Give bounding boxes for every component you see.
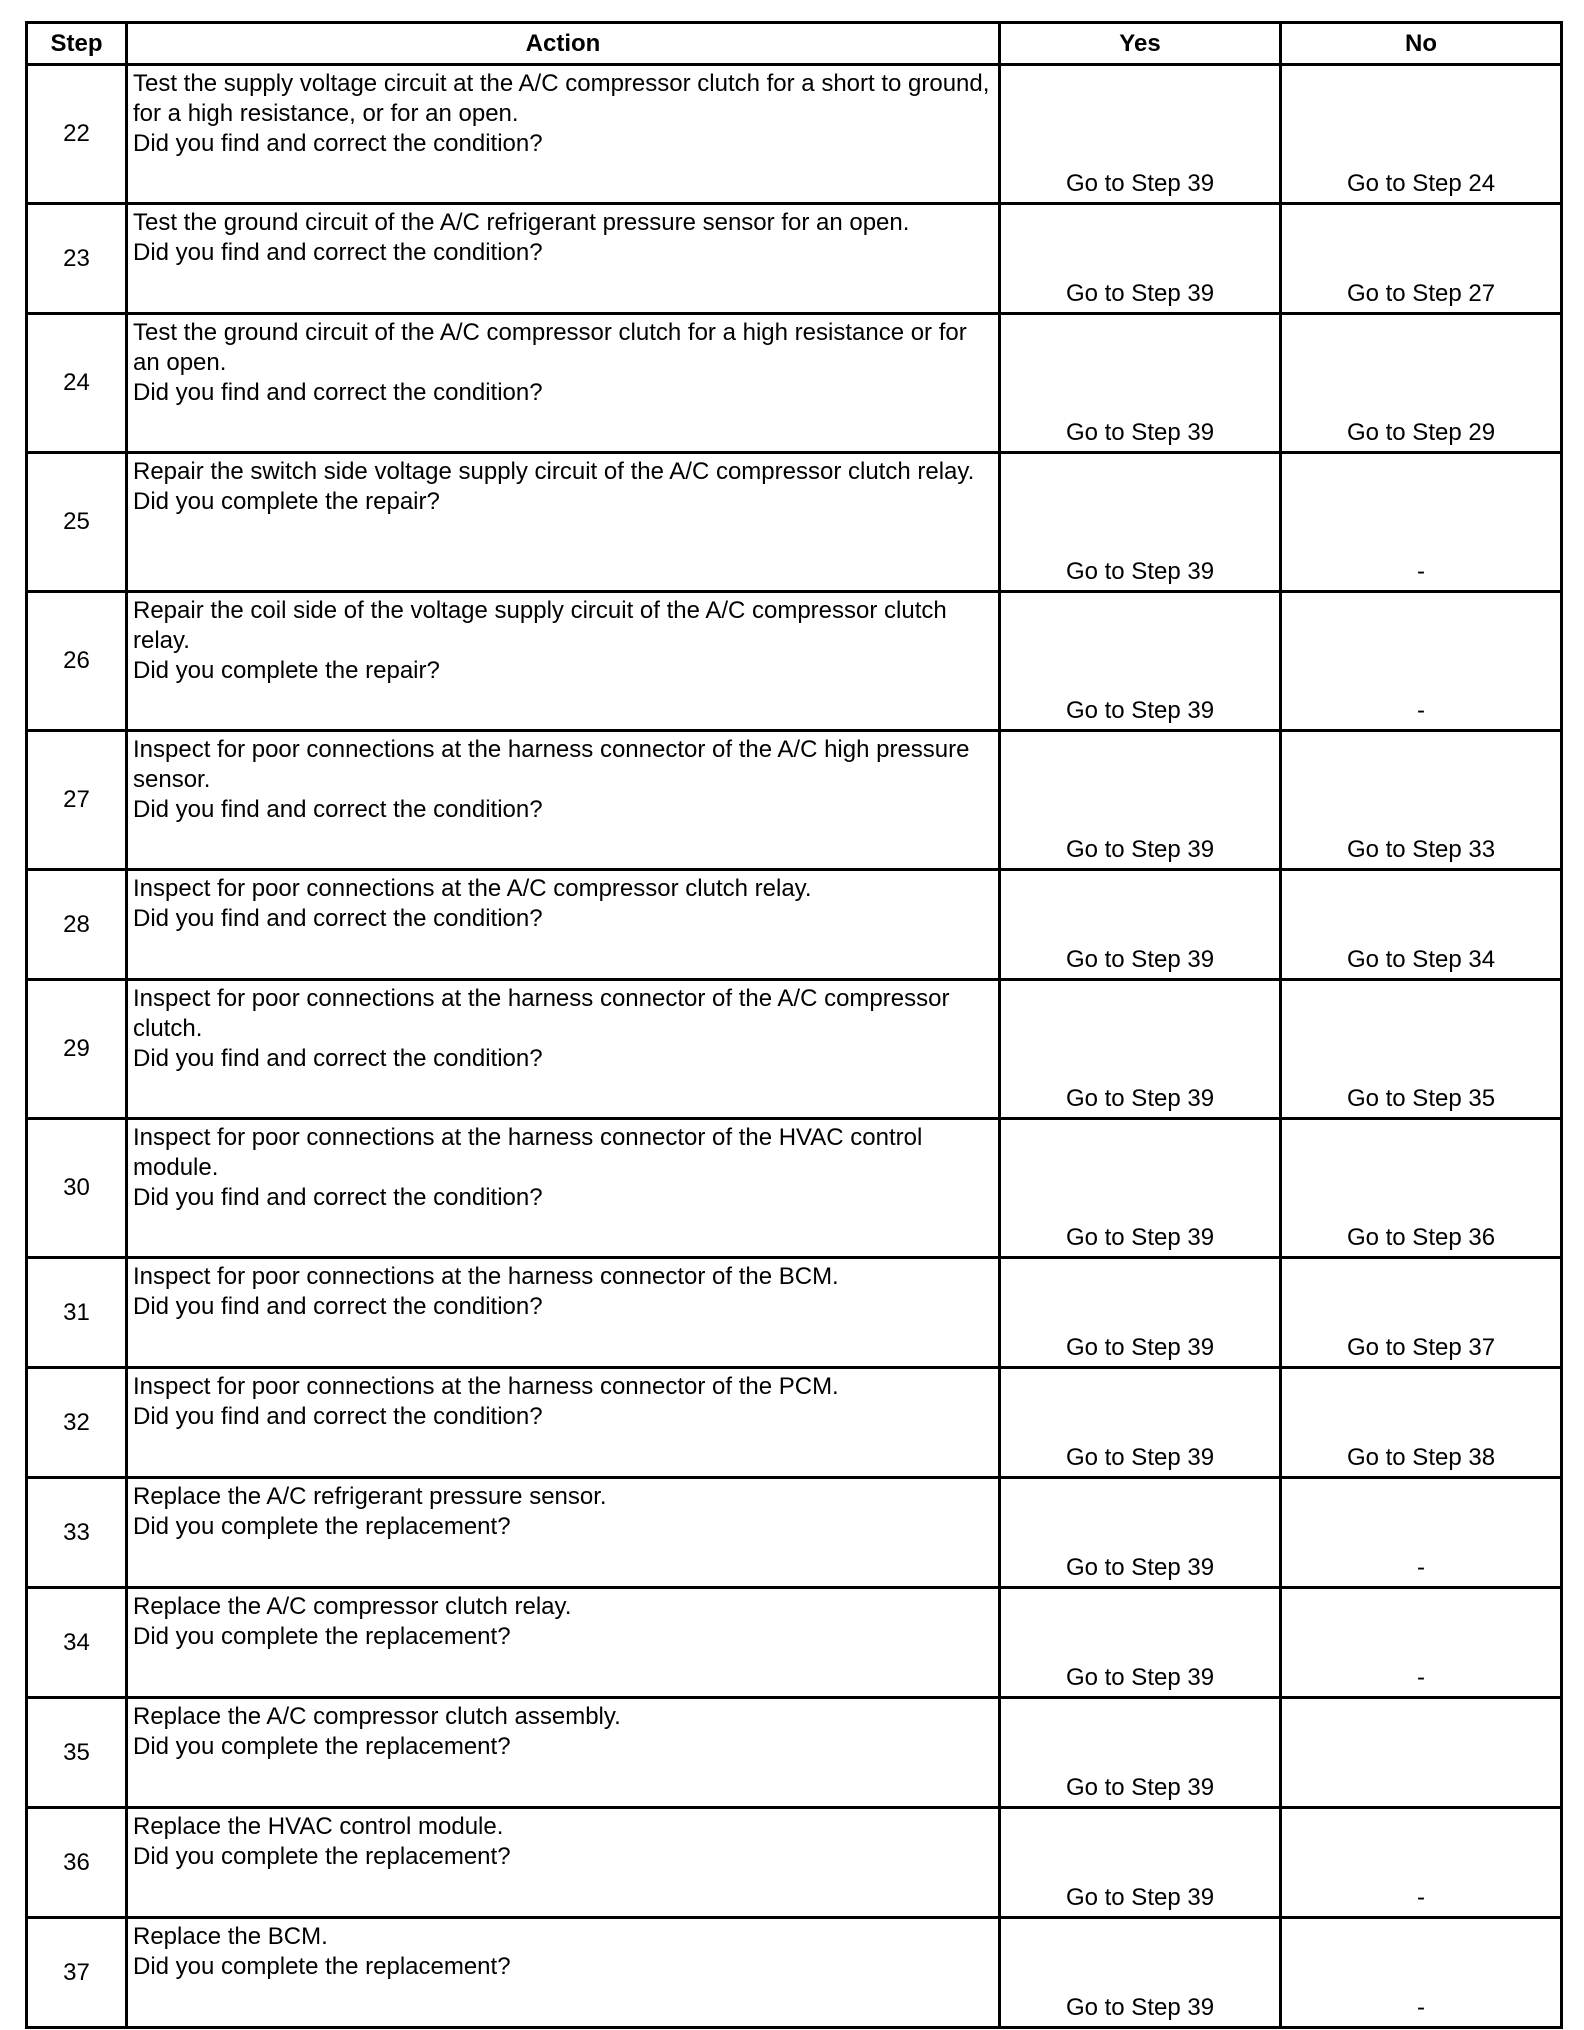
no-result: Go to Step 37 [1281,1258,1562,1368]
yes-result: Go to Step 39 [1000,1478,1281,1588]
action-cell [127,204,1000,314]
no-result: Go to Step 33 [1281,731,1562,870]
table-row [27,1368,1562,1478]
step-number: 33 [27,1478,127,1588]
yes-result: Go to Step 39 [1000,1918,1281,2028]
action-cell [127,1119,1000,1258]
action-cell [127,870,1000,980]
action-text: Replace the A/C compressor clutch relay. [133,1593,572,1620]
action-text: Inspect for poor connections at the harness connector of the A/C high pressure sensor. [133,736,970,793]
action-question: Did you complete the replacement? [133,1513,511,1540]
table-row [27,1918,1562,2028]
no-result: - [1281,1588,1562,1698]
action-cell [127,731,1000,870]
yes-result: Go to Step 39 [1000,980,1281,1119]
action-cell [127,980,1000,1119]
action-question: Did you complete the replacement? [133,1953,511,1980]
yes-result: Go to Step 39 [1000,314,1281,453]
table-row [27,1258,1562,1368]
table-row [27,980,1562,1119]
action-text: Replace the HVAC control module. [133,1813,504,1840]
yes-result: Go to Step 39 [1000,731,1281,870]
yes-result: Go to Step 39 [1000,870,1281,980]
action-question: Did you complete the replacement? [133,1623,511,1650]
no-result: Go to Step 36 [1281,1119,1562,1258]
table-row [27,592,1562,731]
table-row [27,1119,1562,1258]
header-no: No [1281,23,1562,65]
action-text: Replace the A/C compressor clutch assembly. [133,1703,621,1730]
yes-result: Go to Step 39 [1000,204,1281,314]
action-cell [127,592,1000,731]
no-result: Go to Step 24 [1281,65,1562,204]
step-number: 28 [27,870,127,980]
action-question: Did you find and correct the condition? [133,130,543,157]
yes-result: Go to Step 39 [1000,1808,1281,1918]
action-cell [127,1368,1000,1478]
action-question: Did you find and correct the condition? [133,1045,543,1072]
step-number: 36 [27,1808,127,1918]
action-question: Did you complete the replacement? [133,1733,511,1760]
action-question: Did you complete the repair? [133,488,440,515]
table-row [27,1588,1562,1698]
step-number: 35 [27,1698,127,1808]
action-question: Did you find and correct the condition? [133,796,543,823]
action-question: Did you find and correct the condition? [133,1293,543,1320]
yes-result: Go to Step 39 [1000,592,1281,731]
action-text: Repair the switch side voltage supply circuit of the A/C compressor clutch relay. [133,458,975,485]
action-cell [127,1588,1000,1698]
action-text: Inspect for poor connections at the harness connector of the HVAC control module. [133,1124,923,1181]
no-result: - [1281,1808,1562,1918]
no-result: - [1281,1918,1562,2028]
table-row [27,870,1562,980]
action-question: Did you find and correct the condition? [133,379,543,406]
table-row [27,1478,1562,1588]
header-yes: Yes [1000,23,1281,65]
table-row [27,453,1562,592]
action-text: Inspect for poor connections at the harness connector of the A/C compressor clutch. [133,985,950,1042]
action-cell [127,1808,1000,1918]
step-number: 22 [27,65,127,204]
action-cell [127,453,1000,592]
action-cell [127,1698,1000,1808]
no-result: - [1281,592,1562,731]
yes-result: Go to Step 39 [1000,65,1281,204]
yes-result: Go to Step 39 [1000,1119,1281,1258]
step-number: 37 [27,1918,127,2028]
action-cell [127,1258,1000,1368]
step-number: 24 [27,314,127,453]
action-question: Did you find and correct the condition? [133,239,543,266]
action-text: Inspect for poor connections at the harness connector of the BCM. [133,1263,839,1290]
step-number: 27 [27,731,127,870]
yes-result: Go to Step 39 [1000,1698,1281,1808]
table-row [27,65,1562,204]
step-number: 23 [27,204,127,314]
table-row [27,204,1562,314]
no-result: Go to Step 29 [1281,314,1562,453]
yes-result: Go to Step 39 [1000,453,1281,592]
action-text: Test the supply voltage circuit at the A/C compressor clutch for a short to ground, for a high resistance, or for an open. [133,70,990,127]
table-row [27,731,1562,870]
no-result: - [1281,1478,1562,1588]
action-cell [127,314,1000,453]
table-row [27,1808,1562,1918]
action-question: Did you find and correct the condition? [133,1184,543,1211]
no-result: Go to Step 35 [1281,980,1562,1119]
table-row [27,314,1562,453]
action-text: Test the ground circuit of the A/C refrigerant pressure sensor for an open. [133,209,910,236]
step-number: 34 [27,1588,127,1698]
step-number: 26 [27,592,127,731]
action-text: Replace the A/C refrigerant pressure sensor. [133,1483,607,1510]
no-result: Go to Step 34 [1281,870,1562,980]
no-result: Go to Step 38 [1281,1368,1562,1478]
action-question: Did you find and correct the condition? [133,905,543,932]
action-question: Did you complete the repair? [133,657,440,684]
step-number: 25 [27,453,127,592]
step-number: 32 [27,1368,127,1478]
step-number: 31 [27,1258,127,1368]
action-question: Did you complete the replacement? [133,1843,511,1870]
table-header-row [27,23,1562,65]
action-cell [127,1918,1000,2028]
action-text: Inspect for poor connections at the harness connector of the PCM. [133,1373,839,1400]
yes-result: Go to Step 39 [1000,1368,1281,1478]
diagnostic-steps-table [25,21,1563,2029]
action-cell [127,65,1000,204]
action-cell [127,1478,1000,1588]
table-row [27,1698,1562,1808]
action-text: Inspect for poor connections at the A/C compressor clutch relay. [133,875,812,902]
action-text: Replace the BCM. [133,1923,328,1950]
action-text: Repair the coil side of the voltage supply circuit of the A/C compressor clutch relay. [133,597,947,654]
step-number: 29 [27,980,127,1119]
no-result [1281,1698,1562,1808]
action-question: Did you find and correct the condition? [133,1403,543,1430]
step-number: 30 [27,1119,127,1258]
yes-result: Go to Step 39 [1000,1258,1281,1368]
no-result: Go to Step 27 [1281,204,1562,314]
action-text: Test the ground circuit of the A/C compressor clutch for a high resistance or for an open. [133,319,967,376]
yes-result: Go to Step 39 [1000,1588,1281,1698]
header-action: Action [127,23,1000,65]
header-step: Step [27,23,127,65]
no-result: - [1281,453,1562,592]
